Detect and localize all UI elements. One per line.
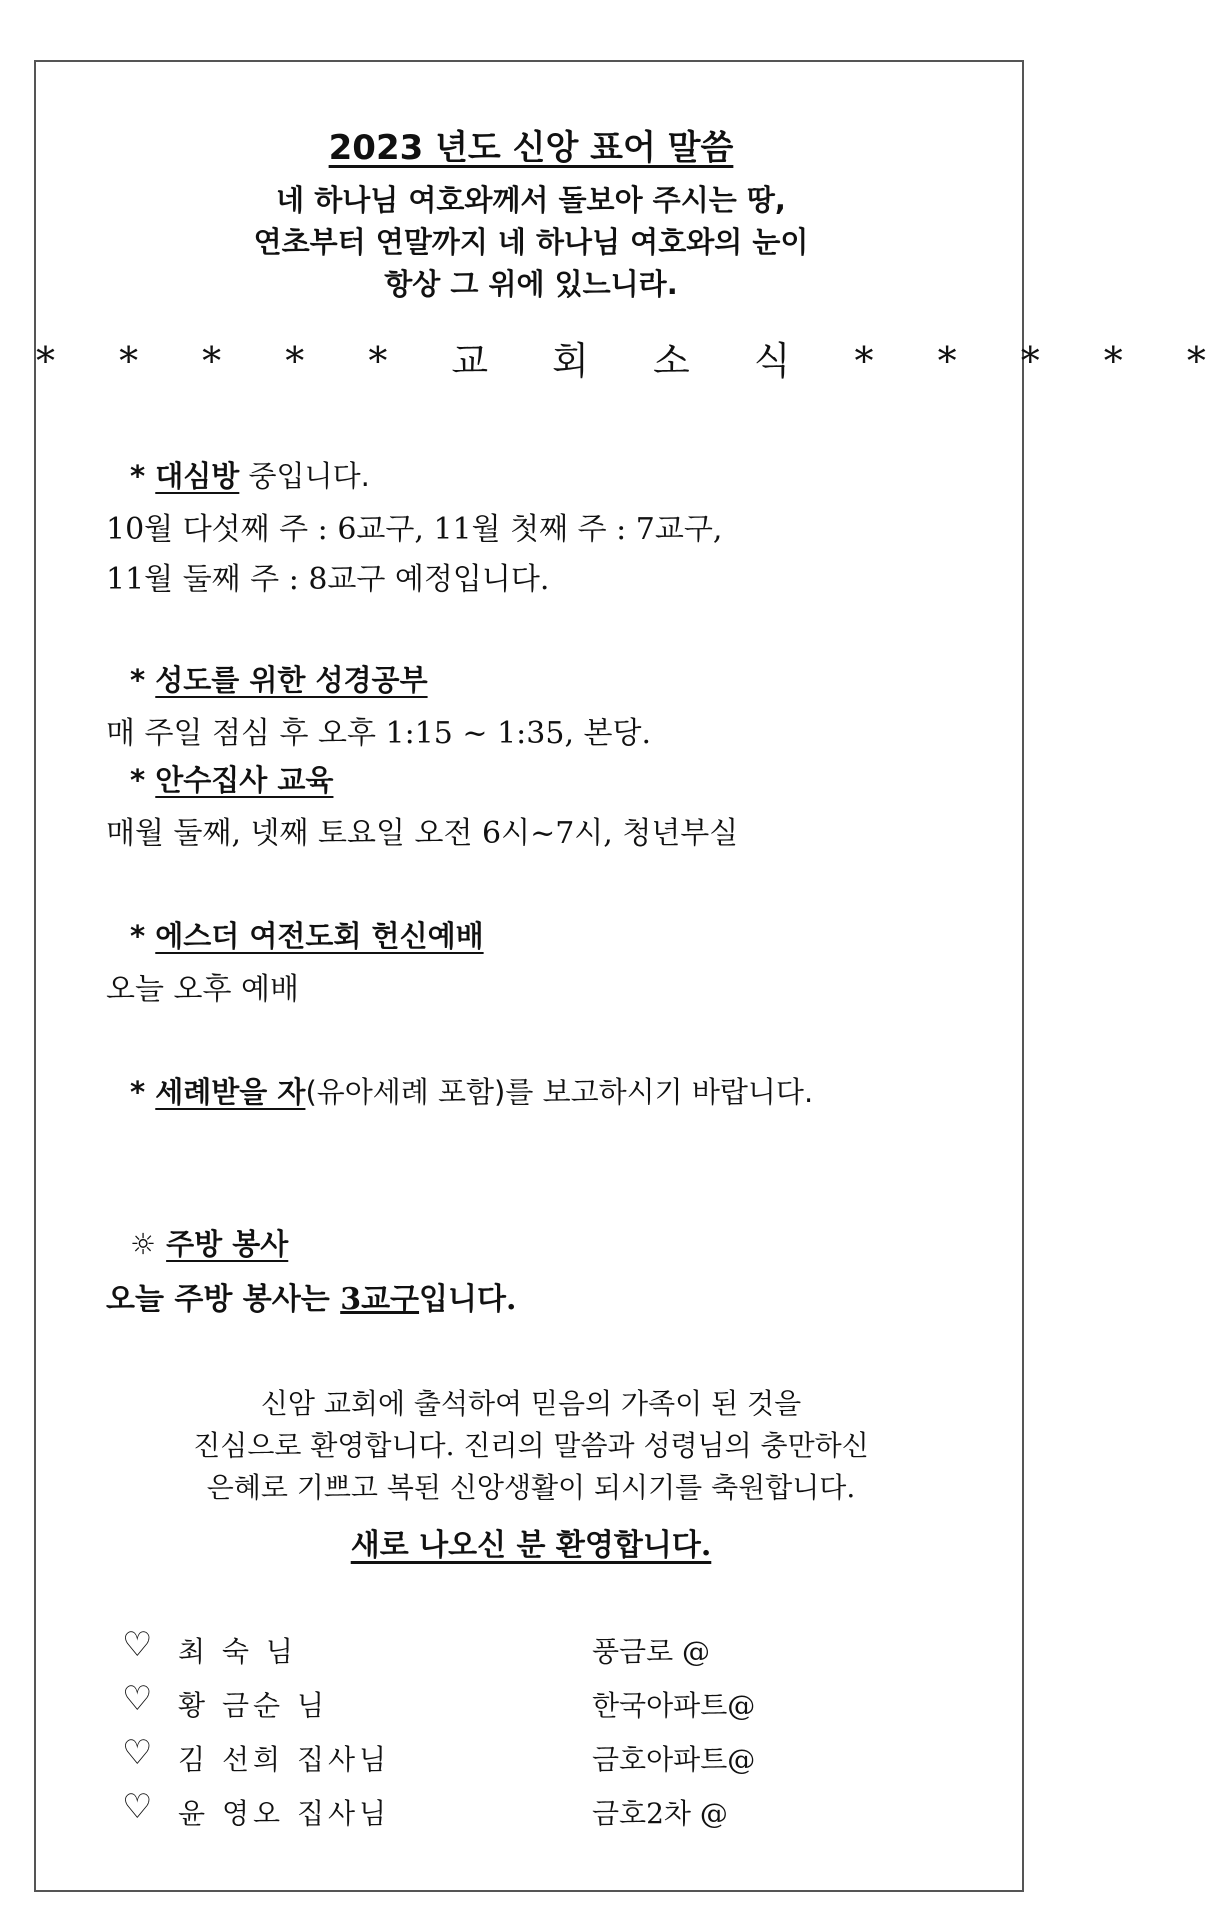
news-item-line: 매월 둘째, 넷째 토요일 오전 6시~7시, 청년부실 [106, 816, 739, 851]
bullet-star: * [130, 1075, 156, 1109]
sun-icon: ☼ [130, 1227, 167, 1261]
kitchen-group: 3교구 [340, 1282, 420, 1317]
newcomer-address: 금호2차 @ [592, 1797, 728, 1830]
heart-icon: ♡ [122, 1787, 153, 1827]
news-item-visitation [130, 454, 370, 495]
newcomer-name: 윤 영오 집사님 [178, 1797, 391, 1830]
newcomer-row [122, 1679, 822, 1724]
newcomer-welcome-title [36, 1520, 1026, 1564]
kitchen-text-prefix: 오늘 주방 봉사는 [106, 1282, 341, 1317]
newcomer-name: 황 금순 님 [178, 1689, 328, 1722]
news-item-line: 오늘 오후 예배 [106, 972, 299, 1007]
newcomer-name: 최 숙 님 [178, 1635, 297, 1668]
heart-icon: ♡ [122, 1679, 153, 1719]
news-item-deacon-education [130, 758, 333, 799]
news-item-suffix: (유아세례 포함)를 보고하시기 바랍니다. [305, 1075, 814, 1109]
welcome-line-1: 신암 교회에 출석하여 믿음의 가족이 된 것을 [260, 1387, 802, 1420]
news-item-baptism [130, 1070, 813, 1111]
bullet-star: * [130, 919, 156, 953]
kitchen-text-suffix: 입니다. [419, 1282, 517, 1317]
welcome-line-2: 진심으로 환영합니다. 진리의 말씀과 성령님의 충만하신 [193, 1429, 869, 1462]
bullet-star: * [130, 763, 156, 797]
kitchen-service-heading [130, 1222, 288, 1263]
motto-verse-line-2: 연초부터 연말까지 네 하나님 여호와의 눈이 [253, 225, 809, 259]
heart-icon: ♡ [122, 1733, 153, 1773]
motto-title: 2023 년도 신앙 표어 말씀 [328, 128, 734, 168]
newcomer-row [122, 1733, 822, 1778]
newcomer-welcome-title-text: 새로 나오신 분 환영합니다. [350, 1528, 712, 1563]
bullet-star: * [130, 663, 156, 697]
news-item-dedication-service [130, 914, 484, 955]
news-item-title: 대심방 [155, 459, 240, 493]
news-item-line: 매 주일 점심 후 오후 1:15 ~ 1:35, 본당. [106, 716, 652, 751]
newcomer-address: 한국아파트@ [592, 1689, 756, 1722]
church-news-header: * * * * * 교 회 소 식 * * * * * [36, 339, 1232, 383]
bullet-star: * [130, 459, 156, 493]
newcomer-row [122, 1787, 822, 1832]
newcomer-address: 금호아파트@ [592, 1743, 756, 1776]
news-item-line: 10월 다섯째 주 : 6교구, 11월 첫째 주 : 7교구, [106, 512, 723, 547]
news-item-title: 안수집사 교육 [155, 763, 334, 797]
kitchen-service-text [106, 1274, 516, 1318]
welcome-line-3: 은혜로 기쁘고 복된 신앙생활이 되시기를 축원합니다. [206, 1471, 856, 1504]
motto-verse-line-3: 항상 그 위에 있느니라. [384, 267, 678, 301]
news-item-title: 에스더 여전도회 헌신예배 [155, 919, 484, 953]
bulletin-page [34, 60, 1232, 1892]
newcomer-address: 풍금로 @ [592, 1635, 711, 1668]
motto-verse-line-1: 네 하나님 여호와께서 돌보아 주시는 땅, [276, 183, 786, 217]
heart-icon: ♡ [122, 1625, 153, 1665]
news-item-title: 세례받을 자 [155, 1075, 306, 1109]
page-title [36, 120, 1026, 169]
news-item-line: 11월 둘째 주 : 8교구 예정입니다. [106, 562, 550, 597]
newcomer-name: 김 선희 집사님 [178, 1743, 391, 1776]
newcomer-row [122, 1625, 822, 1670]
kitchen-service-title: 주방 봉사 [166, 1227, 289, 1261]
news-item-title: 성도를 위한 성경공부 [155, 663, 428, 697]
news-item-suffix: 중입니다. [239, 459, 370, 493]
news-item-bible-study [130, 658, 428, 699]
